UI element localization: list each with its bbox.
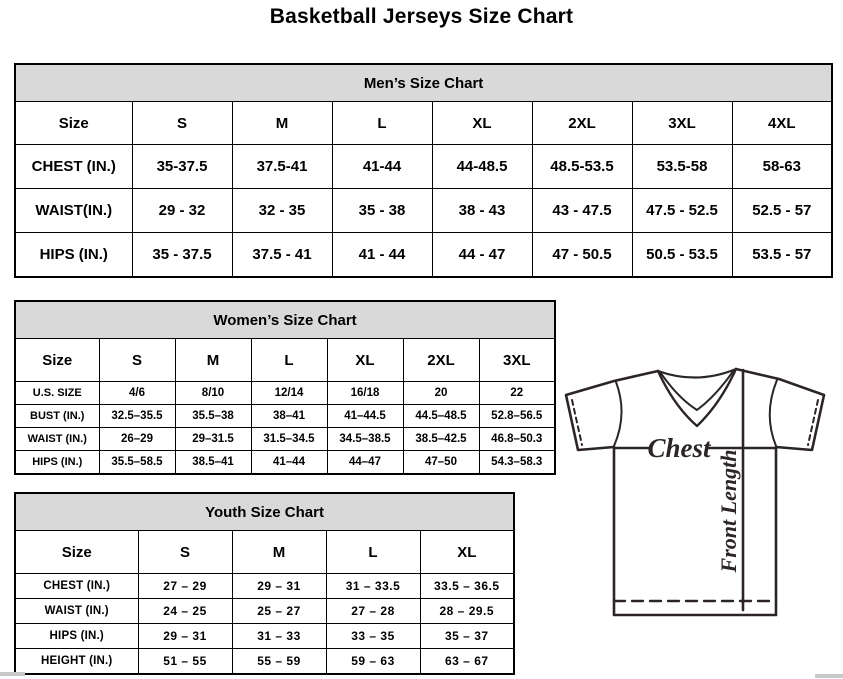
youth-size-value: 33.5 – 36.5 <box>420 574 514 599</box>
women-column-header: XL <box>327 339 403 382</box>
women-size-value: 52.8–56.5 <box>479 405 555 428</box>
men-size-value: 44-48.5 <box>432 145 532 189</box>
men-row-label: HIPS (IN.) <box>15 233 132 278</box>
youth-size-value: 31 – 33.5 <box>326 574 420 599</box>
women-size-value: 26–29 <box>99 428 175 451</box>
women-table-row <box>15 428 555 451</box>
women-size-value: 16/18 <box>327 382 403 405</box>
mens-size-chart <box>14 63 829 278</box>
youth-column-header: Size <box>15 531 138 574</box>
women-size-value: 8/10 <box>175 382 251 405</box>
women-size-value: 4/6 <box>99 382 175 405</box>
women-size-value: 31.5–34.5 <box>251 428 327 451</box>
youth-size-value: 35 – 37 <box>420 624 514 649</box>
youth-size-value: 33 – 35 <box>326 624 420 649</box>
men-table <box>14 63 833 278</box>
women-size-value: 29–31.5 <box>175 428 251 451</box>
youth-column-header: M <box>232 531 326 574</box>
youth-table-row <box>15 599 514 624</box>
men-column-header: Size <box>15 102 132 145</box>
men-column-header: XL <box>432 102 532 145</box>
women-table <box>14 300 556 475</box>
women-size-value: 22 <box>479 382 555 405</box>
youth-size-value: 29 – 31 <box>138 624 232 649</box>
women-row-label: U.S. SIZE <box>15 382 99 405</box>
youth-table <box>14 492 515 675</box>
men-size-value: 35-37.5 <box>132 145 232 189</box>
jersey-measurement-diagram <box>556 358 843 626</box>
women-size-value: 41–44 <box>251 451 327 475</box>
women-size-value: 38.5–41 <box>175 451 251 475</box>
youth-size-value: 51 – 55 <box>138 649 232 675</box>
men-size-value: 47 - 50.5 <box>532 233 632 278</box>
men-size-value: 47.5 - 52.5 <box>632 189 732 233</box>
men-table-title: Men’s Size Chart <box>15 64 832 102</box>
men-size-value: 53.5 - 57 <box>732 233 832 278</box>
youth-size-value: 27 – 29 <box>138 574 232 599</box>
women-size-value: 44–47 <box>327 451 403 475</box>
women-size-value: 35.5–58.5 <box>99 451 175 475</box>
youth-row-label: HEIGHT (IN.) <box>15 649 138 675</box>
youth-size-value: 28 – 29.5 <box>420 599 514 624</box>
men-table-row <box>15 233 832 278</box>
women-size-value: 47–50 <box>403 451 479 475</box>
jersey-left-cuff-dashed-line <box>572 400 582 445</box>
youth-table-row <box>15 624 514 649</box>
men-column-header: M <box>232 102 332 145</box>
women-column-header: 2XL <box>403 339 479 382</box>
youth-size-chart <box>14 492 512 675</box>
men-size-value: 29 - 32 <box>132 189 232 233</box>
men-size-value: 35 - 38 <box>332 189 432 233</box>
men-column-header: 3XL <box>632 102 732 145</box>
youth-column-header: S <box>138 531 232 574</box>
horizontal-scrollbar-thumb-left[interactable] <box>0 672 25 676</box>
youth-column-header: XL <box>420 531 514 574</box>
men-column-header: S <box>132 102 232 145</box>
men-size-value: 32 - 35 <box>232 189 332 233</box>
women-table-row <box>15 405 555 428</box>
women-size-value: 41–44.5 <box>327 405 403 428</box>
women-size-value: 46.8–50.3 <box>479 428 555 451</box>
men-size-value: 35 - 37.5 <box>132 233 232 278</box>
youth-size-value: 55 – 59 <box>232 649 326 675</box>
men-size-value: 48.5-53.5 <box>532 145 632 189</box>
men-column-header: 4XL <box>732 102 832 145</box>
men-size-value: 41-44 <box>332 145 432 189</box>
women-table-row <box>15 382 555 405</box>
men-table-row <box>15 189 832 233</box>
men-size-value: 52.5 - 57 <box>732 189 832 233</box>
women-column-header: S <box>99 339 175 382</box>
horizontal-scrollbar-thumb-right[interactable] <box>815 674 843 678</box>
men-size-value: 38 - 43 <box>432 189 532 233</box>
page-title: Basketball Jerseys Size Chart <box>269 5 574 28</box>
men-row-label: WAIST(IN.) <box>15 189 132 233</box>
youth-size-value: 24 – 25 <box>138 599 232 624</box>
youth-table-row <box>15 574 514 599</box>
jersey-right-cuff-dashed-line <box>808 400 818 445</box>
women-row-label: HIPS (IN.) <box>15 451 99 475</box>
women-row-label: BUST (IN.) <box>15 405 99 428</box>
men-column-header: 2XL <box>532 102 632 145</box>
men-size-value: 37.5 - 41 <box>232 233 332 278</box>
youth-row-label: CHEST (IN.) <box>15 574 138 599</box>
youth-size-value: 29 – 31 <box>232 574 326 599</box>
youth-size-value: 63 – 67 <box>420 649 514 675</box>
men-size-value: 37.5-41 <box>232 145 332 189</box>
youth-size-value: 59 – 63 <box>326 649 420 675</box>
men-size-value: 43 - 47.5 <box>532 189 632 233</box>
youth-table-row <box>15 649 514 675</box>
women-size-value: 44.5–48.5 <box>403 405 479 428</box>
women-size-value: 12/14 <box>251 382 327 405</box>
womens-size-chart <box>14 300 554 475</box>
youth-table-title: Youth Size Chart <box>15 493 514 531</box>
men-size-value: 50.5 - 53.5 <box>632 233 732 278</box>
women-size-value: 35.5–38 <box>175 405 251 428</box>
men-column-header: L <box>332 102 432 145</box>
men-size-value: 44 - 47 <box>432 233 532 278</box>
men-size-value: 53.5-58 <box>632 145 732 189</box>
women-column-header: L <box>251 339 327 382</box>
youth-row-label: WAIST (IN.) <box>15 599 138 624</box>
front-length-label: Front Length <box>716 449 741 573</box>
men-size-value: 41 - 44 <box>332 233 432 278</box>
women-size-value: 54.3–58.3 <box>479 451 555 475</box>
women-column-header: M <box>175 339 251 382</box>
men-table-row <box>15 145 832 189</box>
jersey-right-armhole-seam <box>770 380 777 446</box>
women-column-header: Size <box>15 339 99 382</box>
jersey-left-armhole-seam <box>614 382 622 446</box>
women-table-title: Women’s Size Chart <box>15 301 555 339</box>
youth-size-value: 25 – 27 <box>232 599 326 624</box>
youth-row-label: HIPS (IN.) <box>15 624 138 649</box>
women-size-value: 34.5–38.5 <box>327 428 403 451</box>
youth-column-header: L <box>326 531 420 574</box>
women-size-value: 20 <box>403 382 479 405</box>
jersey-outline <box>566 369 824 615</box>
youth-size-value: 27 – 28 <box>326 599 420 624</box>
women-size-value: 38–41 <box>251 405 327 428</box>
women-size-value: 32.5–35.5 <box>99 405 175 428</box>
men-row-label: CHEST (IN.) <box>15 145 132 189</box>
chest-label: Chest <box>647 433 711 463</box>
youth-size-value: 31 – 33 <box>232 624 326 649</box>
jersey-vneck-inner-line <box>660 370 734 410</box>
women-table-row <box>15 451 555 475</box>
jersey-back-collar-line <box>658 369 736 378</box>
women-row-label: WAIST (IN.) <box>15 428 99 451</box>
women-size-value: 38.5–42.5 <box>403 428 479 451</box>
men-size-value: 58-63 <box>732 145 832 189</box>
women-column-header: 3XL <box>479 339 555 382</box>
